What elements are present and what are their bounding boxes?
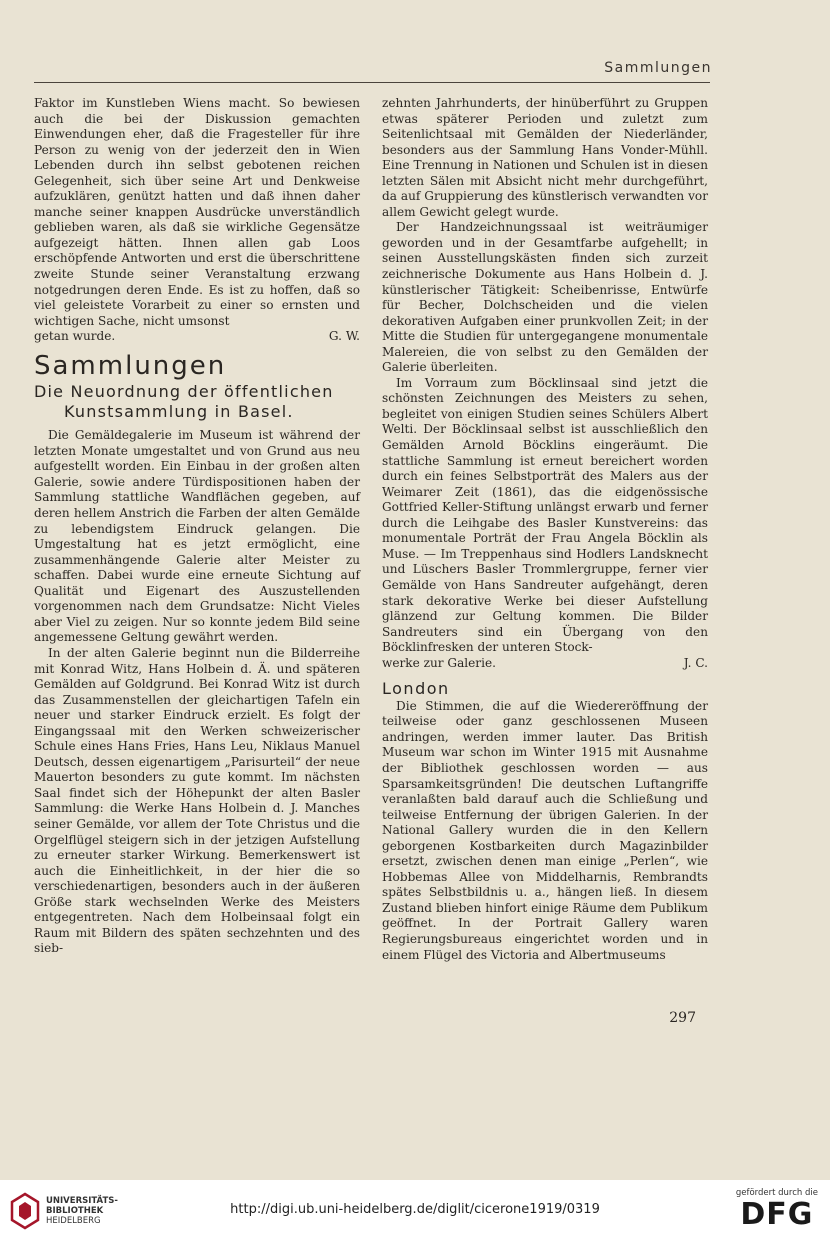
intro-paragraph: Faktor im Kunstleben Wiens macht. So bewiesen auch die bei der Diskussion gemachten Einwendungen eher, daß die Fragesteller für ihre Person zu wenig von der jederzeit den in Wien Lebenden durch ihn selbst gebotenen reichen Gelegenheit, sich über seine Art und Denkweise aufzuklären, genützt hatten und daß ihnen daher manche seiner knappen Ausdrücke unverständlich geblieben waren, als daß sie wirkliche Gegensätze aufgezeigt hätten. Ihnen allen gab Loos erschöpfende Antworten und erst die überschrittene zweite Stunde seiner Veranstaltung erzwang notgedrungen deren Ende. Es ist zu hoffen, daß so viel geleistete Vorarbeit zu einer so ernsten und wichtigen Sache, nicht umsonst — [34, 96, 360, 328]
basel-closing-row — [382, 656, 708, 672]
basel-signature: J. C. — [683, 655, 708, 670]
left-column — [34, 96, 360, 957]
basel-paragraph-2: In der alten Galerie beginnt nun die Bilderreihe mit Konrad Witz, Hans Holbein d. Ä. und späteren Gemälden auf Goldgrund. Bei Konrad Witz ist durch das Zusammenstellen der gleichartigen Tafeln ein neuer und starker Eindruck erzielt. Es folgt der Eingangssaal mit den Werken schweizerischer Schule eines Hans Fries, Hans Leu, Niklaus Manuel Deutsch, dessen eigenartigem „Parisurteil“ der neue Mauerton besonders zu gute kommt. Im nächsten Saal findet sich der Höhepunkt der alten Basler Sammlung: die Werke Hans Holbein d. J. Manches seiner Gemälde, vor allem der Tote Christus und die Orgelflügel steigern sich in der jetzigen Aufstellung zu erneuter starker Wirkung. Bemerkenswert ist auch die Einheitlichkeit, in der hier die so verschiedenartigen, besonders auch in der äußeren Größe stark wechselnden Werke des Meisters entgegentreten. Nach dem Holbeinsaal folgt ein Raum mit Bildern des späten sechzehnten und des sieb- — [34, 645, 360, 956]
digitization-footer — [0, 1180, 830, 1244]
library-name-line3: HEIDELBERG — [46, 1216, 101, 1226]
section-title: Sammlungen — [34, 350, 227, 381]
running-head: Sammlungen — [604, 60, 712, 76]
library-name-line2: BIBLIOTHEK — [46, 1206, 104, 1216]
sponsor-note: gefördert durch die — [735, 1188, 818, 1198]
article-title-line2: Kunstsammlung in Basel. — [64, 402, 294, 422]
london-paragraph: Die Stimmen, die auf die Wiedereröffnung der teilweise oder ganz geschlossenen Museen andringen, werden immer lauter. Das British Museum war schon im Winter 1915 mit Ausnahme der Bibliothek geschlossen worden — aus Sparsamkeitsgründen! Die deutschen Luftangriffe veranlaßten bald darauf auch die Schließung und teilweise Entfernung der übrigen Galerien. In der National Gallery wurden die in den Kellern geborgenen Kostbarkeiten durch Magazinbilder ersetzt, zwischen denen man einige „Perlen“, wie Hobbemas Allee von Middelharnis, Rembrandts spätes Selbstbildnis u. a., hängen ließ. In diesem Zustand blieben hinfort einige Räume dem Publikum geöffnet. In der Portrait Gallery waren Regierungsbureaus eingerichtet worden und in einem Flügel des Victoria and Albertmuseums — [382, 698, 708, 962]
basel-paragraph-5: Im Vorraum zum Böcklinsaal sind jetzt die schönsten Zeichnungen des Meisters zu sehen, begleitet von einigen Studien seines Schülers Albert Welti. Der Böcklinsaal selbst ist ausschließlich den Gemälden Arnold Böcklins eingeräumt. Die stattliche Sammlung ist erneut bereichert worden durch ein feines Selbstporträt des Malers aus der Weimarer Zeit (1861), das die eidgenössische Gottfried Keller-Stiftung unlängst erwarb und ferner durch die Leihgabe des Basler Kunstvereins: das monumentale Porträt der Frau Angela Böcklin als Muse. — Im Treppenhaus sind Hodlers Landsknecht und Lüschers Basler Trommlergruppe, ferner vier Gemälde von Hans Sandreuter aufgehängt, deren stark dekorative Werke bei dieser Aufstellung glänzend zur Geltung kommen. Die Bilder Sandreuters sind ein Übergang von den Böcklinfresken der unteren Stock- — [382, 375, 708, 655]
london-subhead: London — [382, 679, 450, 699]
intro-closing-row — [34, 329, 360, 345]
header-rule — [34, 82, 710, 83]
basel-closing-text: werke zur Galerie. — [382, 655, 496, 670]
dfg-mark: DFG — [740, 1197, 814, 1232]
basel-paragraph-4: Der Handzeichnungssaal ist weiträumiger geworden und in der Gesamtfarbe aufgehellt; in seinen Ausstellungskästen finden sich zurzeit zeichnerische Dokumente aus Hans Holbein d. J. künstlerischer Tätigkeit: Scheibenrisse, Entwürfe für Becher, Dolchscheiden und die vielen dekorativen Aufgaben einer prunkvollen Zeit; in der Mitte die Studien für untergegangene monumentale Malereien, die von selbst zu den Gemälden der Galerie überleiten. — [382, 220, 708, 375]
page-number: 297 — [669, 1010, 696, 1026]
library-name-line1: UNIVERSITÄTS- — [46, 1196, 118, 1206]
source-url[interactable]: http://digi.ub.uni-heidelberg.de/diglit/cicerone1919/0319 — [230, 1202, 600, 1217]
intro-closing-text: getan wurde. — [34, 329, 116, 344]
dfg-logo[interactable] — [736, 1188, 818, 1232]
right-column — [382, 96, 708, 963]
basel-paragraph-1: Die Gemäldegalerie im Museum ist während der letzten Monate umgestaltet und von Grund aus neu aufgestellt worden. Ein Einbau in der großen alten Galerie, sowie andere Türdispositionen haben der Sammlung stattliche Wandflächen gegeben, auf deren hellem Anstrich die Farben der alten Gemälde zu lebendigstem Eindruck gelangen. Die Umgestaltung hat es jetzt ermöglicht, eine zusammenhängende Galerie alter Meister zu schaffen. Dabei wurde eine erneute Sichtung auf Qualität und Eigenart des Auszustellenden vorgenommen nach dem Grundsatze: Nicht Vieles aber Viel zu zeigen. Nur so konnte jedem Bild seine angemessene Geltung gewährt werden. — [34, 428, 360, 645]
basel-paragraph-3: zehnten Jahrhunderts, der hinüberführt zu Gruppen etwas späterer Perioden und zuletzt zum Seitenlichtsaal mit Gemälden der Niederländer, besonders aus der Sammlung Hans Vonder-Mühll. Eine Trennung in Nationen und Schulen ist in diesen letzten Sälen mit Absicht nicht mehr durchgeführt, da auf Gruppierung des künstlerisch verwandten vor allem Gewicht gelegt wurde. — [382, 96, 708, 219]
article-title-line1: Die Neuordnung der öffentlichen — [34, 382, 334, 402]
intro-signature: G. W. — [328, 329, 360, 344]
article-title — [34, 382, 360, 422]
